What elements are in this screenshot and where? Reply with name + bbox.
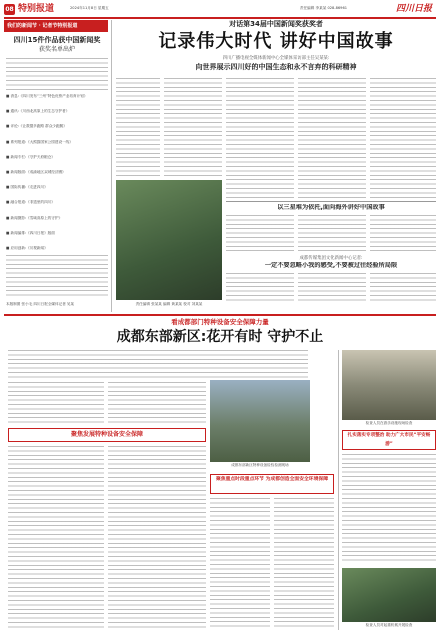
column-text xyxy=(164,78,222,178)
sidebar-subtitle: 获奖名单出炉 xyxy=(38,46,75,53)
column-text xyxy=(108,446,206,628)
subsection-box-b xyxy=(210,474,334,494)
list-item: ■ 融合报道:《非遗里的四川》 xyxy=(6,200,55,205)
column-text xyxy=(274,498,334,628)
sidebar-title: 四川15件作品获中国新闻奖 xyxy=(13,36,101,44)
list-item: ■ 通讯:《川西北高原上的生态守护者》 xyxy=(6,109,70,114)
list-item: ■ 新闻摄影:《雪域高原上的守护》 xyxy=(6,215,63,220)
sidebar-banner xyxy=(4,20,108,32)
column-text xyxy=(226,215,294,253)
column-text xyxy=(370,78,436,198)
bottom-story-rule xyxy=(4,314,436,316)
list-item: ■ 应用创新:《川观新闻》 xyxy=(6,246,48,251)
site-photo-1 xyxy=(210,380,310,462)
story-kicker: 对话第34届中国新闻奖获奖者 xyxy=(229,20,323,28)
column-text xyxy=(370,215,436,253)
sidebar-intro-text xyxy=(6,58,108,90)
list-item: ■ 系列报道:《大熊猫国家公园建设一线》 xyxy=(6,139,73,144)
column-text xyxy=(116,78,160,178)
column-text xyxy=(210,498,270,628)
column-text xyxy=(8,382,104,424)
page-headline: 记录伟大时代 讲好中国故事 xyxy=(158,31,394,52)
subsection-box-c xyxy=(342,430,436,450)
bottom-divider xyxy=(338,350,339,630)
paper-name-logo: 四川日报 xyxy=(396,4,433,14)
bottom-kicker: 看成都部门特种设备安全保障力量 xyxy=(171,318,269,326)
sidebar-body-text xyxy=(6,255,108,297)
list-item: ■ 新闻编排:《四川日报》版面 xyxy=(6,230,55,235)
subsection-box-a xyxy=(8,428,206,442)
story-subhead-3-kicker: 成都传媒集团文化新闻中心记者: xyxy=(299,256,363,261)
list-item: ■ 新闻版面:《成渝地区双城经济圈》 xyxy=(6,170,66,175)
masthead-rule xyxy=(4,17,436,19)
subsection-title-b: 聚焦重点时段重点环节 为成都创造全面安全环境保障 xyxy=(215,477,328,482)
site-photo-3 xyxy=(342,568,436,622)
story-deck: 四川广播电视全媒体新闻中心全媒体采访部主任吴某某: xyxy=(222,56,330,61)
subsection-title-a: 聚焦发展特种设备安全保障 xyxy=(70,431,143,438)
sidebar-list xyxy=(6,94,108,261)
list-item: ■ 消息:《四川发布“三州”特色优势产业培育计划》 xyxy=(6,94,88,98)
bottom-headline: 成都东部新区:花开有时 守护不止 xyxy=(116,329,324,345)
column-text xyxy=(226,78,294,198)
list-item: ■ 国际传播:《走进四川》 xyxy=(6,185,48,190)
section-title: 特别报道 xyxy=(18,4,55,14)
column-text xyxy=(298,215,366,253)
column-text xyxy=(370,273,436,303)
issue-date: 2024年11月8日 星期五 xyxy=(70,6,109,10)
column-text xyxy=(226,273,294,303)
column-text xyxy=(298,273,366,303)
subsection-title-c: 扎实落实专项整治 助力广大市民“平安畅游” xyxy=(347,433,431,447)
column-text xyxy=(8,446,104,628)
photo-caption: 检查人员在游乐设施现场检查 xyxy=(365,421,413,425)
masthead xyxy=(4,3,436,17)
column-text xyxy=(342,454,436,564)
banner-text: 我们的新闻节 · 记者节特别报道 xyxy=(7,23,78,29)
list-item: ■ 评论:《让数据多跑路 群众少跑腿》 xyxy=(6,124,67,129)
section-rule xyxy=(226,201,436,202)
site-photo-2 xyxy=(342,350,436,420)
photo-caption: 检查人员对起重机械开展检查 xyxy=(365,623,413,627)
page-number-badge: 08 xyxy=(5,6,14,13)
photo-caption: 责任编辑 张某某 编辑 黄某某 校对 刘某某 xyxy=(135,302,203,306)
list-item: ■ 新闻专栏:《守护天府粮仓》 xyxy=(6,154,55,159)
story-subhead-1: 向世界展示四川好的中国生态和永不言弃的科研精神 xyxy=(195,63,357,71)
reporter-photo xyxy=(116,180,222,300)
sidebar-footer: 本版制图 张小毛 四川日报全媒体记者 吴某 xyxy=(6,302,75,306)
story-subhead-3: 一定不要忽略小我的感受,不要被过往经验所局限 xyxy=(264,262,398,269)
column-text xyxy=(298,78,366,198)
sidebar-divider xyxy=(111,20,112,312)
story-subhead-2: 以三星堆为依托,面向海外讲好中国故事 xyxy=(277,204,385,211)
bottom-intro-text xyxy=(8,350,308,380)
editor-line: 责任编辑 李某某 028-86961 xyxy=(300,6,348,10)
column-text xyxy=(108,382,206,424)
photo-caption: 成都东部新区特种设备检验检测现场 xyxy=(231,463,289,467)
